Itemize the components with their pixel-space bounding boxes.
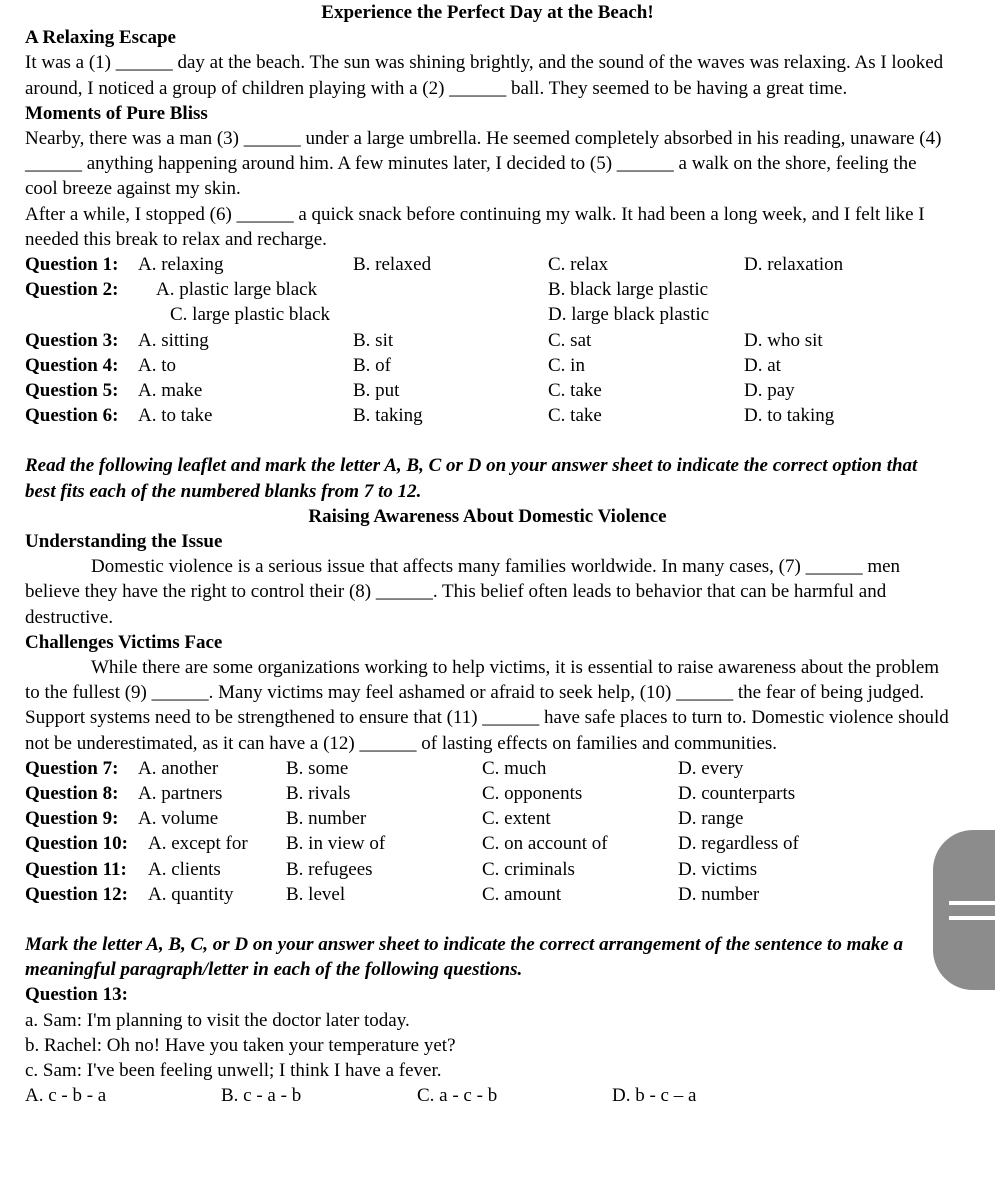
option-d: D. pay xyxy=(744,379,795,401)
question-label: Question 5: xyxy=(25,379,119,401)
option-d: D. who sit xyxy=(744,329,823,351)
part2-paragraph-1: Domestic violence is a serious issue that affects many families worldwide. In many cases, (7) ______ men believe they have the right to control their (8) ______. This belief often leads to behavior that can be harmful and destructive. xyxy=(25,556,901,628)
option-b: B. taking xyxy=(353,405,423,427)
option-a: A. to take xyxy=(138,405,213,427)
question-label: Question 4: xyxy=(25,354,119,376)
option-c: C. take xyxy=(548,405,602,427)
option-a: A. sitting xyxy=(138,329,209,351)
option-c: C. sat xyxy=(548,329,592,351)
option-d: D. at xyxy=(744,354,781,376)
option-a: A. c - b - a xyxy=(25,1085,107,1107)
question-12 xyxy=(25,882,950,907)
option-c: C. opponents xyxy=(482,782,583,804)
question-3 xyxy=(25,328,950,353)
option-c: C. criminals xyxy=(482,858,575,880)
option-b: B. c - a - b xyxy=(221,1085,302,1107)
question-label: Question 1: xyxy=(25,254,119,276)
option-a: A. except for xyxy=(148,833,248,855)
side-scroll-handle[interactable] xyxy=(933,830,995,990)
option-c: C. a - c - b xyxy=(417,1085,498,1107)
part2-paragraph-2: While there are some organizations working to help victims, it is essential to raise awareness about the problem to the fullest (9) ______. Many victims may feel ashamed or afraid to seek help, (10) ______ the fear of being judged. xyxy=(25,656,940,704)
part2-heading-2: Challenges Victims Face xyxy=(25,631,223,653)
part1-paragraph-3: After a while, I stopped (6) ______ a quick snack before continuing my walk. It had been a long week, and I felt like I needed this break to relax and recharge. xyxy=(25,203,925,250)
part2-paragraph-3: Support systems need to be strengthened to ensure that (11) ______ have safe places to turn to. Domestic violence should not be underestimated, as it can have a (12) ______ of lasting effects on families and communities. xyxy=(25,707,949,754)
question-10 xyxy=(25,831,950,856)
q13-line-b: b. Rachel: Oh no! Have you taken your temperature yet? xyxy=(25,1034,456,1056)
question-2 xyxy=(25,277,950,302)
question-1 xyxy=(25,252,950,277)
part1-paragraph-1: It was a (1) ______ day at the beach. The sun was shining brightly, and the sound of the waves was relaxing. As I looked around, I noticed a group of children playing with a (2) ______ ball. They seemed to be having a great time. xyxy=(25,52,944,99)
option-a: A. quantity xyxy=(148,883,234,905)
question-label: Question 9: xyxy=(25,808,119,830)
option-a: A. partners xyxy=(138,782,223,804)
option-a: A. clients xyxy=(148,858,221,880)
question-label: Question 12: xyxy=(25,883,128,905)
part3-instruction: Mark the letter A, B, C, or D on your answer sheet to indicate the correct arrangement of the sentence to make a meaningful paragraph/letter in each of the following questions. xyxy=(25,933,904,981)
option-d: D. number xyxy=(678,883,760,905)
option-a: A. another xyxy=(138,757,219,779)
part2-heading-1: Understanding the Issue xyxy=(25,530,223,552)
question-5 xyxy=(25,378,950,403)
option-b: B. black large plastic xyxy=(548,279,709,301)
option-c: C. extent xyxy=(482,808,551,830)
option-d: D. large black plastic xyxy=(548,304,710,326)
option-d: D. regardless of xyxy=(678,833,799,855)
question-8 xyxy=(25,781,950,806)
option-c: C. relax xyxy=(548,254,609,276)
question-label: Question 10: xyxy=(25,833,128,855)
option-c: C. on account of xyxy=(482,833,608,855)
question-13-options xyxy=(25,1083,950,1108)
option-d: D. b - c – a xyxy=(612,1085,697,1107)
option-d: D. relaxation xyxy=(744,254,844,276)
part2-instruction: Read the following leaflet and mark the letter A, B, C or D on your answer sheet to indicate the correct option that best fits each of the numbered blanks from 7 to 12. xyxy=(25,455,918,502)
option-d: D. victims xyxy=(678,858,758,880)
question-label: Question 7: xyxy=(25,757,119,779)
option-a: A. make xyxy=(138,379,203,401)
q13-line-c: c. Sam: I've been feeling unwell; I think I have a fever. xyxy=(25,1059,442,1081)
option-b: B. rivals xyxy=(286,782,351,804)
option-b: B. refugees xyxy=(286,858,373,880)
part1-paragraph-2: Nearby, there was a man (3) ______ under a large umbrella. He seemed completely absorbed in his reading, unaware (4) ______ anything happening around him. A few minutes later, I decided to (5) ______ a walk on the shore, feeling the cool breeze against my skin. xyxy=(25,128,942,200)
option-b: B. some xyxy=(286,757,349,779)
question-9 xyxy=(25,806,950,831)
option-a: A. plastic large black xyxy=(156,279,318,301)
grip-line-icon xyxy=(949,901,995,905)
question-2-cont xyxy=(25,302,950,327)
option-a: A. to xyxy=(138,354,176,376)
question-label: Question 2: xyxy=(25,279,119,301)
question-label: Question 8: xyxy=(25,782,119,804)
option-b: B. relaxed xyxy=(353,254,432,276)
option-a: A. relaxing xyxy=(138,254,224,276)
option-d: D. to taking xyxy=(744,405,835,427)
part2-title: Raising Awareness About Domestic Violence xyxy=(308,505,667,527)
option-a: A. volume xyxy=(138,808,219,830)
option-b: B. number xyxy=(286,808,367,830)
option-c: C. much xyxy=(482,757,547,779)
option-c: C. take xyxy=(548,379,602,401)
option-c: C. amount xyxy=(482,883,562,905)
option-b: B. put xyxy=(353,379,400,401)
question-4 xyxy=(25,353,950,378)
option-b: B. in view of xyxy=(286,833,386,855)
option-d: D. range xyxy=(678,808,744,830)
option-b: B. level xyxy=(286,883,346,905)
question-label: Question 6: xyxy=(25,405,119,427)
part1-heading-2: Moments of Pure Bliss xyxy=(25,102,208,124)
option-d: D. counterparts xyxy=(678,782,796,804)
question-6 xyxy=(25,403,950,428)
option-b: B. sit xyxy=(353,329,394,351)
option-d: D. every xyxy=(678,757,744,779)
question-label: Question 11: xyxy=(25,858,127,880)
document-page xyxy=(25,0,950,1108)
q13-line-a: a. Sam: I'm planning to visit the doctor later today. xyxy=(25,1009,410,1031)
option-b: B. of xyxy=(353,354,391,376)
part1-title: Experience the Perfect Day at the Beach! xyxy=(321,2,654,23)
question-13-label: Question 13: xyxy=(25,984,128,1006)
grip-line-icon xyxy=(949,916,995,920)
question-label: Question 3: xyxy=(25,329,119,351)
question-11 xyxy=(25,857,950,882)
option-c: C. in xyxy=(548,354,585,376)
option-c: C. large plastic black xyxy=(170,304,331,326)
part1-heading-1: A Relaxing Escape xyxy=(25,27,176,49)
question-7 xyxy=(25,756,950,781)
